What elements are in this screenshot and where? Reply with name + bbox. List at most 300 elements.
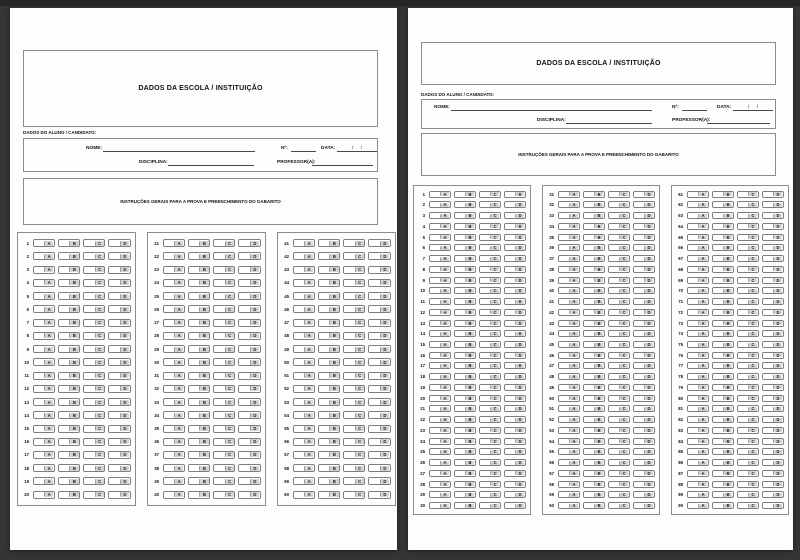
answer-blank-area [214, 439, 224, 445]
answer-blank-area [713, 256, 723, 261]
question-number: 13 [24, 399, 29, 405]
answer-option-a [163, 292, 185, 300]
option-letter: D [644, 461, 653, 465]
answer-option-a [558, 298, 580, 305]
question-number: 41 [284, 240, 289, 246]
option-letter: D [250, 280, 259, 285]
answer-option-b [58, 292, 80, 300]
question-number: 33 [549, 213, 554, 219]
answer-option-d [108, 411, 130, 419]
answer-blank-area [344, 439, 354, 445]
answer-blank-area [59, 346, 69, 352]
answer-option-b [58, 491, 80, 499]
answer-blank-area [634, 439, 644, 444]
option-letter: A [304, 400, 313, 405]
answer-blank-area [584, 471, 594, 476]
answer-option-b [58, 411, 80, 419]
answer-option-b [583, 502, 605, 509]
answer-option-d [368, 385, 390, 393]
option-letter: D [644, 364, 653, 368]
option-letter: D [773, 461, 782, 465]
option-letter: C [95, 400, 104, 405]
answer-option-b [188, 451, 210, 459]
option-letter: D [380, 347, 389, 352]
option-letter: B [723, 321, 732, 325]
option-letter: A [698, 364, 707, 368]
answer-blank-area [344, 320, 354, 326]
question-row-11 [21, 372, 132, 380]
answer-option-a [687, 255, 709, 262]
answer-blank-area [59, 293, 69, 299]
answer-blank-area [319, 465, 329, 471]
answer-blank-area [609, 224, 619, 229]
question-number: 25 [154, 293, 159, 299]
option-letter: A [44, 452, 53, 457]
answer-option-b [454, 234, 476, 241]
option-letter: D [250, 241, 259, 246]
answer-option-b [318, 319, 340, 327]
answer-blank-area [688, 428, 698, 433]
option-letter: B [594, 428, 603, 432]
answer-blank-area [430, 342, 440, 347]
answer-option-d [368, 345, 390, 353]
option-letter: A [698, 321, 707, 325]
option-letter: B [465, 300, 474, 304]
answer-option-b [188, 292, 210, 300]
answer-blank-area [369, 267, 379, 273]
answer-blank-area [214, 373, 224, 379]
answer-option-d [238, 464, 260, 472]
option-letter: B [594, 332, 603, 336]
answer-blank-area [480, 288, 490, 293]
option-letter: C [748, 310, 757, 314]
answer-option-d [762, 244, 784, 251]
question-number: 59 [549, 492, 554, 498]
answer-blank-area [294, 293, 304, 299]
option-letter: C [225, 452, 234, 457]
option-letter: B [594, 353, 603, 357]
option-letter: C [490, 300, 499, 304]
answer-option-d [633, 212, 655, 219]
question-row-26 [151, 305, 262, 313]
option-letter: C [490, 246, 499, 250]
answer-blank-area [164, 399, 174, 405]
answer-option-a [429, 384, 451, 391]
option-letter: A [440, 439, 449, 443]
answer-blank-area [239, 478, 249, 484]
answer-option-c [608, 405, 630, 412]
option-letter: C [490, 450, 499, 454]
option-letter: C [355, 294, 364, 299]
answer-blank-area [164, 452, 174, 458]
option-letter: D [380, 452, 389, 457]
answer-blank-area [480, 374, 490, 379]
answer-option-d [762, 330, 784, 337]
option-letter: D [380, 426, 389, 431]
option-letter: B [465, 439, 474, 443]
option-letter: D [380, 386, 389, 391]
question-number: 50 [549, 395, 554, 401]
option-letter: C [748, 450, 757, 454]
answer-blank-area [505, 299, 515, 304]
answer-option-d [504, 277, 526, 284]
answer-option-a [429, 405, 451, 412]
question-row-50 [281, 358, 392, 366]
answer-blank-area [584, 288, 594, 293]
question-number: 33 [154, 399, 159, 405]
answer-option-b [188, 252, 210, 260]
answer-option-b [318, 239, 340, 247]
answer-blank-area [713, 245, 723, 250]
answer-blank-area [480, 256, 490, 261]
answer-option-c [83, 319, 105, 327]
answer-blank-area [214, 492, 224, 498]
answer-blank-area [713, 353, 723, 358]
answer-option-b [712, 244, 734, 251]
option-letter: D [773, 192, 782, 196]
answer-option-b [454, 405, 476, 412]
answer-option-d [108, 239, 130, 247]
answer-option-a [429, 491, 451, 498]
question-row-14 [417, 330, 527, 337]
student-section-label: DADOS DO ALUNO / CANDIDATO: [23, 130, 97, 135]
answer-option-d [762, 191, 784, 198]
option-letter: B [329, 413, 338, 418]
option-letter: D [380, 492, 389, 497]
subject-field-label: DISCIPLINA: [139, 160, 168, 165]
answer-blank-area [505, 353, 515, 358]
answer-option-d [504, 341, 526, 348]
option-letter: B [69, 479, 78, 484]
answer-blank-area [214, 240, 224, 246]
answer-blank-area [34, 478, 44, 484]
option-letter: D [120, 360, 129, 365]
answer-option-d [762, 405, 784, 412]
option-letter: C [748, 493, 757, 497]
option-letter: B [465, 385, 474, 389]
option-letter: A [304, 241, 313, 246]
option-letter: A [569, 203, 578, 207]
question-number: 38 [154, 465, 159, 471]
question-number: 65 [678, 234, 683, 240]
answer-option-b [58, 451, 80, 459]
answer-blank-area [34, 452, 44, 458]
option-letter: A [174, 466, 183, 471]
question-row-2 [417, 201, 527, 208]
option-letter: A [569, 461, 578, 465]
option-letter: A [569, 407, 578, 411]
question-row-6 [21, 305, 132, 313]
question-row-15 [417, 341, 527, 348]
answer-option-c [83, 438, 105, 446]
answer-blank-area [559, 310, 569, 315]
question-row-39 [546, 277, 656, 284]
option-letter: B [723, 310, 732, 314]
question-row-16 [417, 352, 527, 359]
answer-blank-area [763, 267, 773, 272]
answer-blank-area [713, 278, 723, 283]
option-letter: C [355, 479, 364, 484]
answer-blank-area [369, 293, 379, 299]
question-row-55 [281, 425, 392, 433]
question-row-59 [281, 477, 392, 485]
option-letter: A [304, 307, 313, 312]
question-column [277, 232, 396, 506]
answer-option-d [504, 352, 526, 359]
question-number: 86 [678, 460, 683, 466]
answer-blank-area [455, 342, 465, 347]
question-number: 20 [420, 395, 425, 401]
answer-blank-area [688, 460, 698, 465]
question-number: 23 [154, 267, 159, 273]
answer-option-a [558, 491, 580, 498]
answer-option-d [633, 309, 655, 316]
question-row-24 [151, 279, 262, 287]
school-data-box [421, 42, 776, 85]
option-letter: B [594, 385, 603, 389]
option-letter: D [644, 375, 653, 379]
answer-blank-area [214, 478, 224, 484]
student-data-box [421, 99, 776, 129]
answer-option-c [479, 502, 501, 509]
question-number: 40 [154, 492, 159, 498]
answer-option-a [687, 330, 709, 337]
question-number: 31 [549, 191, 554, 197]
answer-blank-area [559, 256, 569, 261]
question-number: 64 [678, 223, 683, 229]
question-row-43 [546, 320, 656, 327]
answer-blank-area [319, 399, 329, 405]
option-letter: A [698, 310, 707, 314]
answer-blank-area [455, 439, 465, 444]
question-row-54 [281, 411, 392, 419]
option-letter: D [644, 214, 653, 218]
option-letter: A [174, 373, 183, 378]
answer-blank-area [319, 452, 329, 458]
option-letter: A [569, 364, 578, 368]
question-row-70 [675, 287, 785, 294]
option-letter: D [515, 192, 524, 196]
option-letter: C [748, 214, 757, 218]
option-letter: C [748, 343, 757, 347]
question-row-69 [675, 277, 785, 284]
option-letter: B [329, 280, 338, 285]
option-letter: B [723, 385, 732, 389]
option-letter: D [644, 224, 653, 228]
answer-option-b [712, 191, 734, 198]
option-letter: B [594, 192, 603, 196]
question-number: 56 [284, 439, 289, 445]
option-letter: B [199, 241, 208, 246]
answer-option-b [583, 330, 605, 337]
option-letter: A [174, 347, 183, 352]
answer-option-c [343, 266, 365, 274]
answer-blank-area [455, 267, 465, 272]
option-letter: D [250, 294, 259, 299]
question-number: 67 [678, 256, 683, 262]
question-row-12 [417, 309, 527, 316]
answer-option-b [188, 477, 210, 485]
option-letter: B [465, 224, 474, 228]
option-letter: B [329, 333, 338, 338]
answer-option-d [368, 319, 390, 327]
answer-option-a [163, 477, 185, 485]
question-number: 43 [284, 267, 289, 273]
question-row-28 [417, 481, 527, 488]
answer-blank-area [609, 299, 619, 304]
option-letter: C [748, 418, 757, 422]
answer-option-c [608, 502, 630, 509]
question-number: 34 [154, 412, 159, 418]
answer-option-a [687, 341, 709, 348]
answer-blank-area [713, 406, 723, 411]
answer-blank-area [505, 482, 515, 487]
option-letter: D [380, 267, 389, 272]
option-letter: D [515, 493, 524, 497]
answer-option-c [343, 332, 365, 340]
option-letter: D [773, 385, 782, 389]
option-letter: B [465, 375, 474, 379]
answer-blank-area [294, 465, 304, 471]
option-letter: B [329, 439, 338, 444]
question-number: 72 [678, 309, 683, 315]
answer-blank-area [559, 428, 569, 433]
answer-option-c [608, 416, 630, 423]
option-letter: D [644, 310, 653, 314]
option-letter: B [723, 224, 732, 228]
question-row-55 [546, 448, 656, 455]
answer-blank-area [634, 256, 644, 261]
option-letter: D [120, 267, 129, 272]
answer-option-c [608, 373, 630, 380]
option-letter: B [465, 321, 474, 325]
answer-blank-area [738, 449, 748, 454]
answer-blank-area [584, 353, 594, 358]
question-number: 88 [678, 481, 683, 487]
answer-blank-area [455, 321, 465, 326]
answer-option-c [737, 266, 759, 273]
answer-blank-area [84, 346, 94, 352]
answer-blank-area [763, 202, 773, 207]
question-row-71 [675, 298, 785, 305]
answer-blank-area [214, 412, 224, 418]
answer-blank-area [294, 280, 304, 286]
answer-option-c [479, 341, 501, 348]
answer-blank-area [109, 346, 119, 352]
answer-option-a [687, 373, 709, 380]
answer-option-d [633, 277, 655, 284]
answer-blank-area [480, 471, 490, 476]
answer-blank-area [34, 280, 44, 286]
question-number: 34 [549, 223, 554, 229]
question-number: 1 [26, 240, 29, 246]
answer-blank-area [559, 482, 569, 487]
answer-option-c [479, 416, 501, 423]
answer-option-d [108, 358, 130, 366]
answer-blank-area [59, 253, 69, 259]
answer-option-d [108, 477, 130, 485]
question-number: 80 [678, 395, 683, 401]
option-letter: D [644, 278, 653, 282]
answer-blank-area [609, 331, 619, 336]
option-letter: D [644, 450, 653, 454]
option-letter: D [773, 375, 782, 379]
question-number: 44 [284, 280, 289, 286]
answer-blank-area [559, 288, 569, 293]
answer-blank-area [609, 417, 619, 422]
answer-blank-area [688, 363, 698, 368]
question-number: 85 [678, 449, 683, 455]
answer-blank-area [738, 417, 748, 422]
answer-option-b [188, 319, 210, 327]
question-row-9 [417, 277, 527, 284]
option-letter: B [69, 492, 78, 497]
answer-option-d [762, 223, 784, 230]
subject-field-line [566, 115, 652, 124]
answer-option-a [429, 298, 451, 305]
answer-option-d [762, 395, 784, 402]
answer-blank-area [713, 299, 723, 304]
answer-option-b [583, 255, 605, 262]
answer-blank-area [609, 267, 619, 272]
option-letter: C [225, 373, 234, 378]
answer-blank-area [319, 412, 329, 418]
answer-option-c [608, 470, 630, 477]
answer-option-d [238, 358, 260, 366]
question-row-49 [281, 345, 392, 353]
answer-blank-area [559, 374, 569, 379]
answer-blank-area [505, 310, 515, 315]
answer-blank-area [584, 374, 594, 379]
option-letter: A [698, 418, 707, 422]
answer-blank-area [294, 359, 304, 365]
option-letter: C [619, 214, 628, 218]
answer-option-a [687, 395, 709, 402]
subject-field-label: DISCIPLINA: [537, 118, 566, 123]
answer-blank-area [609, 428, 619, 433]
answer-blank-area [59, 492, 69, 498]
option-letter: B [723, 203, 732, 207]
answer-blank-area [688, 471, 698, 476]
answer-sheet-page-90 [408, 8, 793, 550]
answer-option-c [213, 266, 235, 274]
answer-blank-area [455, 278, 465, 283]
question-row-7 [417, 255, 527, 262]
option-letter: A [698, 428, 707, 432]
question-row-65 [675, 234, 785, 241]
question-row-40 [151, 491, 262, 499]
date-field-line: / / [733, 102, 773, 111]
option-letter: B [69, 386, 78, 391]
question-number: 2 [26, 253, 29, 259]
answer-blank-area [609, 396, 619, 401]
answer-option-b [583, 191, 605, 198]
option-letter: D [515, 471, 524, 475]
answer-blank-area [319, 333, 329, 339]
answer-blank-area [164, 478, 174, 484]
answer-option-c [343, 385, 365, 393]
answer-blank-area [584, 396, 594, 401]
answer-blank-area [34, 240, 44, 246]
answer-option-a [293, 398, 315, 406]
answer-blank-area [609, 406, 619, 411]
answer-blank-area [584, 202, 594, 207]
option-letter: A [569, 450, 578, 454]
answer-option-a [687, 352, 709, 359]
answer-option-d [504, 470, 526, 477]
answer-option-c [83, 464, 105, 472]
question-number: 51 [284, 373, 289, 379]
